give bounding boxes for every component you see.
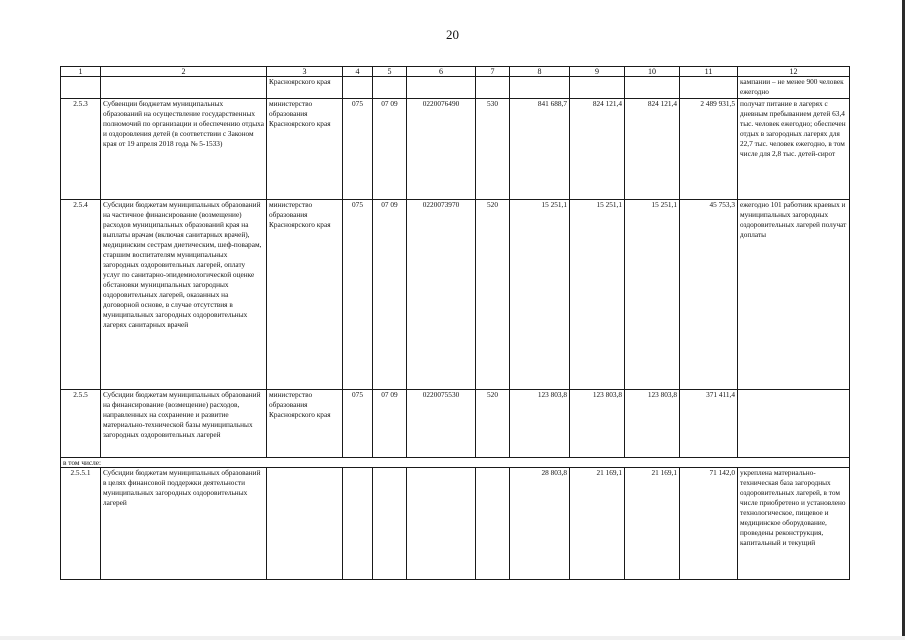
column-number-row (61, 67, 850, 77)
table-row (61, 99, 850, 200)
table-row (61, 200, 850, 390)
ministry-cell: министерство образования Красноярского края (267, 390, 343, 458)
table-row (61, 77, 850, 99)
csr-code: 0220076490 (407, 99, 476, 200)
program-measures-table (60, 66, 850, 580)
col-number: 8 (510, 67, 570, 77)
vr-code: 520 (476, 200, 510, 390)
result-cell: получат питание в лагерях с дневным пребыванием детей 63,4 тыс. человек ежегодно; обеспечен отдых в загородных лагерях для 22,7 тыс. человек ежегодно, в том числе для 2,8 тыс. детей-сирот (738, 99, 850, 200)
row-number: 2.5.3 (61, 99, 101, 200)
col-number: 2 (101, 67, 267, 77)
including-row (61, 458, 850, 468)
grbs-code: 075 (343, 390, 373, 458)
col-number: 11 (680, 67, 738, 77)
csr-code: 0220073970 (407, 200, 476, 390)
row-number: 2.5.5.1 (61, 468, 101, 580)
col-number: 4 (343, 67, 373, 77)
col-number: 6 (407, 67, 476, 77)
amount-col9: 15 251,1 (570, 200, 625, 390)
result-cell (738, 390, 850, 458)
amount-col8: 28 803,8 (510, 468, 570, 580)
amount-col10: 21 169,1 (625, 468, 680, 580)
amount-col11: 45 753,3 (680, 200, 738, 390)
row-number: 2.5.4 (61, 200, 101, 390)
amount-col10: 15 251,1 (625, 200, 680, 390)
amount-col11: 71 142,0 (680, 468, 738, 580)
row-number: 2.5.5 (61, 390, 101, 458)
ministry-cell: министерство образования Красноярского края (267, 99, 343, 200)
amount-col8: 123 803,8 (510, 390, 570, 458)
result-cell: укреплена материально-техническая база загородных оздоровительных лагерей, в том числе приобретено и установлено технологическое, пищевое и медицинское оборудование, проведены реконструкция, капитальный и текущий (738, 468, 850, 580)
amount-col8: 15 251,1 (510, 200, 570, 390)
amount-col9: 824 121,4 (570, 99, 625, 200)
col-number: 3 (267, 67, 343, 77)
ministry-cell: министерство образования Красноярского края (267, 200, 343, 390)
including-label: в том числе: (61, 458, 850, 468)
ministry-cell: Красноярского края (267, 77, 343, 99)
amount-col11: 2 489 931,5 (680, 99, 738, 200)
table-row (61, 468, 850, 580)
measure-name: Субсидии бюджетам муниципальных образований на финансирование (возмещение) расходов, направленных на сохранение и развитие материально-технической базы муниципальных загородных оздоровительных лагерей (101, 390, 267, 458)
rzpr-code: 07 09 (373, 200, 407, 390)
amount-col9: 21 169,1 (570, 468, 625, 580)
col-number: 9 (570, 67, 625, 77)
vr-code: 520 (476, 390, 510, 458)
col-number: 10 (625, 67, 680, 77)
scan-bottom-band (0, 636, 905, 640)
amount-col11: 371 411,4 (680, 390, 738, 458)
col-number: 5 (373, 67, 407, 77)
col-number: 1 (61, 67, 101, 77)
measure-name: Субсидии бюджетам муниципальных образований в целях финансовой поддержки деятельности муниципальных загородных оздоровительных лагерей (101, 468, 267, 580)
result-cell: кампании – не менее 900 человек ежегодно (738, 77, 850, 99)
csr-code: 0220075530 (407, 390, 476, 458)
amount-col8: 841 688,7 (510, 99, 570, 200)
grbs-code: 075 (343, 99, 373, 200)
measure-name: Субсидии бюджетам муниципальных образований на частичное финансирование (возмещение) расходов муниципальных образований края на выплаты врачам (включая санитарных врачей), медицинским сестрам диетическим, шеф-поварам, старшим воспитателям муниципальных загородных оздоровительных лагерей, оплату услуг по санитарно-эпидемиологической оценке обстановки муниципальных загородных оздоровительных лагерей, оказанных на договорной основе, в случае отсутствия в муниципальных загородных оздоровительных лагерях санитарных врачей (101, 200, 267, 390)
grbs-code: 075 (343, 200, 373, 390)
measure-name: Субвенции бюджетам муниципальных образований на осуществление государственных полномочий по организации и обеспечению отдыха и оздоровления детей (в соответствии с Законом края от 19 апреля 2018 года № 5-1533) (101, 99, 267, 200)
page-number: 20 (446, 27, 459, 42)
result-cell: ежегодно 101 работник краевых и муниципальных загородных оздоровительных лагерей получат доплаты (738, 200, 850, 390)
amount-col9: 123 803,8 (570, 390, 625, 458)
rzpr-code: 07 09 (373, 390, 407, 458)
rzpr-code: 07 09 (373, 99, 407, 200)
col-number: 7 (476, 67, 510, 77)
amount-col10: 123 803,8 (625, 390, 680, 458)
amount-col10: 824 121,4 (625, 99, 680, 200)
table-row (61, 390, 850, 458)
vr-code: 530 (476, 99, 510, 200)
col-number: 12 (738, 67, 850, 77)
